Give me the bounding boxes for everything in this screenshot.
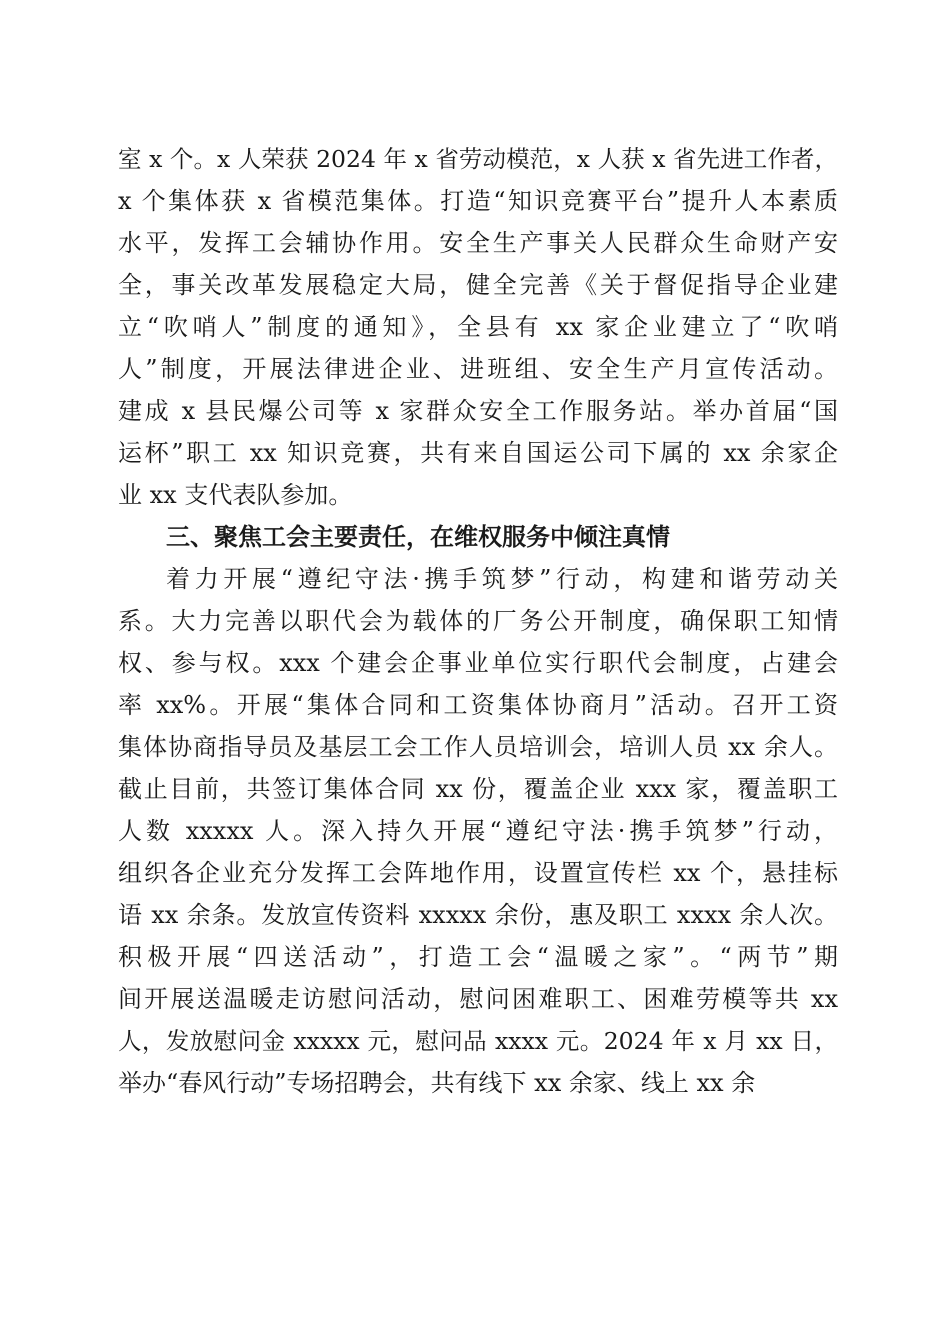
paragraph-line: 截止目前，共签订集体合同 xx 份，覆盖企业 xxx 家，覆盖职工 xyxy=(118,775,838,803)
paragraph-line: x 个集体获 x 省模范集体。打造“知识竞赛平台”提升人本素质 xyxy=(118,187,838,215)
paragraph-line: 权、参与权。xxx 个建会企事业单位实行职代会制度，占建会 xyxy=(118,649,838,677)
paragraph-line: 室 x 个。x 人荣获 2024 年 x 省劳动模范，x 人获 x 省先进工作者， xyxy=(118,145,838,173)
paragraph-line: 水平，发挥工会辅协作用。安全生产事关人民群众生命财产安 xyxy=(118,229,838,257)
section-heading: 三、聚焦工会主要责任，在维权服务中倾注真情 xyxy=(166,523,670,551)
paragraph-line: 立“吹哨人”制度的通知》，全县有 xx 家企业建立了“吹哨 xyxy=(118,313,838,341)
paragraph-line: 系。大力完善以职代会为载体的厂务公开制度，确保职工知情 xyxy=(118,607,838,635)
paragraph-line: 人”制度，开展法律进企业、进班组、安全生产月宣传活动。 xyxy=(118,355,838,383)
paragraph-line: 全，事关改革发展稳定大局，健全完善《关于督促指导企业建 xyxy=(118,271,838,299)
paragraph-line: 建成 x 县民爆公司等 x 家群众安全工作服务站。举办首届“国 xyxy=(118,397,838,425)
paragraph-line: 人数 xxxxx 人。深入持久开展“遵纪守法·携手筑梦”行动， xyxy=(118,817,838,845)
paragraph-line: 组织各企业充分发挥工会阵地作用，设置宣传栏 xx 个，悬挂标 xyxy=(118,859,838,887)
paragraph-line: 率 xx%。开展“集体合同和工资集体协商月”活动。召开工资 xyxy=(118,691,838,719)
paragraph-line: 着力开展“遵纪守法·携手筑梦”行动，构建和谐劳动关 xyxy=(166,565,838,593)
paragraph-line: 举办“春风行动”专场招聘会，共有线下 xx 余家、线上 xx 余 xyxy=(118,1069,756,1097)
paragraph-line: 人，发放慰问金 xxxxx 元，慰问品 xxxx 元。2024 年 x 月 xx 日， xyxy=(118,1027,838,1055)
paragraph-line: 积极开展“四送活动”，打造工会“温暖之家”。“两节”期 xyxy=(118,943,838,971)
paragraph-line: 语 xx 余条。发放宣传资料 xxxxx 余份，惠及职工 xxxx 余人次。 xyxy=(118,901,838,929)
paragraph-line: 业 xx 支代表队参加。 xyxy=(118,481,353,509)
paragraph-line: 运杯”职工 xx 知识竞赛，共有来自国运公司下属的 xx 余家企 xyxy=(118,439,838,467)
paragraph-line: 间开展送温暖走访慰问活动，慰问困难职工、困难劳模等共 xx xyxy=(118,985,838,1013)
paragraph-line: 集体协商指导员及基层工会工作人员培训会，培训人员 xx 余人。 xyxy=(118,733,838,761)
